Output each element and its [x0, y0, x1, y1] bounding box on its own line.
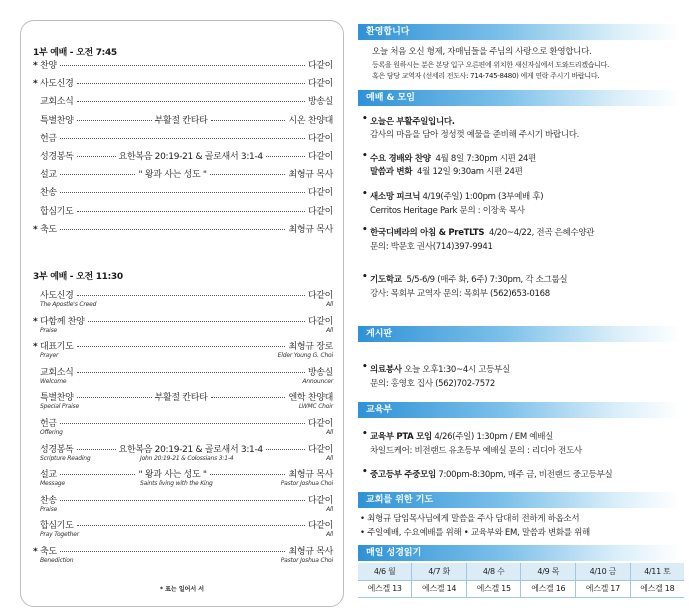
dot-leader: [266, 156, 305, 157]
education-item1: [370, 430, 553, 442]
bullet: •: [362, 467, 368, 477]
row-label: 찬송: [40, 188, 57, 199]
row-label: 헌금: [40, 133, 57, 144]
worship-order-row: [33, 185, 333, 199]
row-leader-name: 다같이: [307, 316, 333, 327]
row-label: 교회소식: [40, 367, 74, 378]
worship-order-row: [33, 149, 333, 163]
row-label: 찬양: [40, 61, 57, 71]
row-label: 대표기도: [40, 342, 74, 353]
bible-days-row: [358, 563, 684, 580]
worship-order-row: [33, 339, 333, 353]
dot-leader: [210, 474, 286, 475]
worship-order-row: [33, 113, 333, 127]
english-subtitle-row: [40, 403, 333, 411]
english-subtitle: Special Praise: [40, 403, 79, 411]
worship-order-row: [33, 94, 333, 108]
bible-day: 4/6 월: [358, 563, 412, 580]
row-leader-name: 엔학 찬양대: [288, 393, 334, 404]
row-leader-name: 다같이: [307, 419, 333, 429]
row-detail: 요한복음 20:19-21 & 골로새서 3:1-4: [118, 152, 263, 162]
english-subtitle-row: [40, 301, 333, 309]
standing-mark: *: [33, 316, 38, 327]
english-subtitle: The Apostle's Creed: [40, 301, 97, 308]
worship-order-row: [33, 314, 333, 328]
english-subtitle: All: [326, 531, 333, 539]
standing-mark: *: [33, 342, 38, 353]
standing-mark: *: [33, 224, 38, 235]
order-of-worship-panel: [20, 20, 344, 607]
worship-order-row: [33, 416, 333, 430]
worship-item3-detail: 4/19(주일) 1:00pm (3부예배 후): [422, 192, 544, 202]
row-label: 특별찬양: [40, 393, 74, 404]
board-item1: [370, 363, 510, 375]
prayer-header: 교회를 위한 기도: [358, 492, 680, 508]
education-item2: [370, 468, 612, 480]
worship-order-row: [33, 390, 333, 404]
worship-item1: [370, 115, 455, 127]
dot-leader: [77, 397, 152, 398]
row-label: 축도: [40, 547, 57, 557]
row-leader-name: 방송실: [307, 97, 333, 108]
welcome-header: 환영합니다: [358, 24, 680, 40]
bible-day: 4/8 수: [466, 563, 521, 580]
english-subtitle: John 20:19-21 & Colossians 3:1-4: [140, 454, 234, 462]
welcome-line1: 오늘 처음 오신 형제, 자매님들을 주님의 사랑으로 환영합니다.: [372, 47, 592, 57]
row-leader-name: 다같이: [307, 188, 333, 199]
worship-order-row: [33, 442, 333, 456]
row-detail: " 왕과 사는 성도 ": [138, 170, 207, 181]
bible-day: 4/9 목: [521, 563, 576, 580]
row-label: 설교: [40, 470, 57, 481]
bible-day: 4/10 금: [576, 563, 631, 580]
english-subtitle-row: [40, 557, 333, 565]
worship-item3-line2: Cerritos Heritage Park 문의 : 이장욱 목사: [370, 206, 525, 216]
education-header: 교육부: [358, 402, 680, 418]
dot-leader: [77, 83, 305, 84]
worship-item1-detail: 감사의 마음을 담아 정성껏 예물을 준비해 주시기 바랍니다.: [370, 130, 580, 140]
bible-refs-row: [358, 580, 684, 597]
english-subtitle: Praise: [40, 326, 58, 334]
row-leader-name: 다같이: [307, 521, 333, 532]
dot-leader: [77, 525, 305, 526]
english-subtitle-row: [40, 327, 333, 335]
worship-item2-line2: [370, 165, 523, 177]
row-leader-name: 최형규 목사: [288, 547, 333, 557]
standing-mark: *: [33, 547, 38, 557]
dot-leader: [60, 65, 305, 66]
worship-order-row: [33, 365, 333, 379]
worship-item3-title: 새소망 피크닉: [370, 192, 421, 202]
bible-ref: 에스겔 15: [466, 580, 521, 597]
row-leader-name: 최형규 목사: [288, 224, 333, 235]
dot-leader: [77, 211, 305, 212]
row-leader-name: 다같이: [307, 444, 334, 455]
board-item1-line2: 문의: 홍영호 집사 (562)702-7572: [370, 379, 496, 389]
row-label: 사도신경: [40, 79, 74, 90]
english-subtitle-row: [40, 455, 333, 463]
worship-item4-line2: 문의: 박문호 권사(714)397-9941: [370, 242, 493, 252]
row-label: 합심기도: [40, 521, 74, 532]
dot-leader: [211, 120, 286, 121]
english-subtitle: All: [326, 505, 333, 513]
worship-order-row: [33, 222, 333, 236]
worship-item2-detail: 4월 8일 7:30pm 시편 24편: [435, 154, 537, 164]
bullet: •: [362, 362, 368, 372]
english-subtitle: All: [326, 301, 333, 308]
dot-leader: [60, 500, 305, 501]
worship-item3: [370, 190, 543, 202]
english-subtitle: All: [326, 326, 333, 334]
row-label: 합심기도: [40, 206, 74, 217]
english-subtitle: Pray Together: [40, 531, 80, 539]
dot-leader: [88, 321, 305, 322]
row-label: 설교: [40, 170, 57, 181]
welcome-line2: 등록을 원하시는 분은 본당 입구 오른편에 위치한 새신자실에서 도와드리겠습니다.: [372, 61, 610, 69]
row-label: 사도신경: [40, 291, 74, 301]
bible-header: 매일 성경읽기: [358, 545, 680, 561]
bible-ref: 에스겔 14: [412, 580, 467, 597]
row-label: 성경봉독: [40, 444, 74, 455]
worship-order-row: [33, 544, 333, 558]
row-detail: 부활절 칸타타: [154, 393, 208, 404]
english-subtitle: Scripture Reading: [40, 454, 91, 462]
english-subtitle: Benediction: [40, 557, 74, 564]
board-header: 게시판: [358, 326, 680, 342]
bullet: •: [362, 429, 368, 439]
dot-leader: [77, 156, 116, 157]
worship-item5-title: 기도학교: [370, 275, 402, 285]
row-detail: 요한복음 20:19-21 & 골로새서 3:1-4: [118, 444, 263, 455]
worship-item4: [370, 226, 594, 238]
bible-ref: 에스겔 17: [576, 580, 631, 597]
bible-ref: 에스겔 13: [358, 580, 412, 597]
worship-item4-title: 한국디베라의 아침 & PreTLTS: [370, 228, 485, 238]
dot-leader: [60, 138, 305, 139]
worship-item5-detail: 5/5-6/9 (매주 화, 6주) 7:30pm, 각 소그룹실: [406, 275, 568, 285]
education-item1-detail: 4/26(주일) 1:30pm / EM 예배실: [434, 432, 554, 442]
service1-title: 1부 예배 - 오전 7:45: [33, 48, 117, 58]
dot-leader: [60, 423, 305, 424]
education-item2-detail: 7:00pm-8:30pm, 매주 금, 비전랜드 중고등부실: [438, 470, 613, 480]
english-subtitle: LWMC Choir: [298, 403, 333, 411]
dot-leader: [77, 101, 305, 102]
row-leader-name: 시온 찬양대: [288, 115, 334, 126]
row-label: 축도: [40, 224, 57, 235]
dot-leader: [210, 174, 286, 175]
dot-leader: [77, 449, 116, 450]
english-subtitle: Announcer: [302, 377, 333, 385]
welcome-line3: 혹은 담당 교역자 (선세리 전도사: 714-745-8480) 에게 연락 주시기 바랍니다.: [372, 72, 600, 80]
worship-order-row: [33, 204, 333, 218]
worship-item1-title: 오늘은 부활주일입니다.: [370, 117, 455, 127]
bible-reading-table: [358, 563, 684, 598]
standing-mark: *: [33, 61, 38, 71]
worship-order-row: [33, 76, 333, 90]
bullet: •: [362, 225, 368, 235]
row-leader-name: 다같이: [307, 133, 333, 144]
education-item2-title: 중고등부 주중모임: [370, 470, 436, 480]
row-leader-name: 최형규 장로: [288, 342, 333, 353]
service3-title: 3부 예배 - 오전 11:30: [33, 272, 123, 282]
dot-leader: [211, 397, 286, 398]
row-label: 헌금: [40, 419, 57, 429]
board-item1-title: 의료봉사: [370, 365, 402, 375]
english-subtitle: Pastor Joshua Choi: [280, 480, 333, 488]
worship-item2-title: 수요 경배와 찬양: [370, 154, 431, 164]
row-leader-name: 다같이: [307, 206, 333, 217]
bible-day: 4/11 토: [630, 563, 684, 580]
footnote: * 표는 일어서 서: [159, 586, 205, 593]
prayer-line2: • 주일예배, 수요예배를 위해 • 교육부와 EM, 말씀과 변화를 위해: [360, 528, 590, 538]
worship-item2b-title: 말씀과 변화: [370, 167, 413, 177]
worship-order-row: [33, 288, 333, 302]
english-subtitle-row: [40, 480, 333, 488]
prayer-line1: • 최형규 담임목사님에게 말씀을 주사 담대히 전하게 하옵소서: [360, 514, 580, 524]
row-leader-name: 방송실: [307, 367, 333, 378]
english-subtitle-row: [40, 531, 333, 539]
dot-leader: [77, 295, 305, 296]
dot-leader: [266, 449, 305, 450]
worship-order-row: [33, 131, 333, 145]
english-subtitle: Elder Young G. Choi: [277, 352, 333, 360]
row-label: 교회소식: [40, 97, 74, 108]
english-subtitle-row: [40, 506, 333, 514]
bullet: •: [362, 151, 368, 161]
english-subtitle: Welcome: [40, 377, 67, 385]
row-leader-name: 최형규 목사: [288, 170, 333, 181]
english-subtitle: Saints living with the King: [140, 480, 213, 488]
row-leader-name: 다같이: [307, 291, 333, 301]
row-detail: 부활절 칸타타: [154, 115, 208, 126]
english-subtitle: Prayer: [40, 352, 59, 360]
dot-leader: [77, 372, 305, 373]
worship-order-row: [33, 167, 333, 181]
worship-order-row: [33, 493, 333, 507]
dot-leader: [60, 229, 286, 230]
row-detail: " 왕과 사는 성도 ": [138, 470, 207, 481]
english-subtitle-row: [40, 352, 333, 360]
board-item1-detail: 오늘 오후1:30~4시 고등부실: [404, 365, 510, 375]
row-leader-name: 다같이: [307, 61, 333, 71]
worship-item5: [370, 273, 567, 285]
bible-ref: 에스겔 16: [521, 580, 576, 597]
education-item1-title: 교육부 PTA 모임: [370, 432, 432, 442]
row-label: 다함께 찬양: [40, 316, 85, 327]
english-subtitle: Praise: [40, 505, 58, 513]
english-subtitle-row: [40, 378, 333, 386]
dot-leader: [60, 192, 305, 193]
worship-order-row: [33, 467, 333, 481]
english-subtitle: All: [326, 429, 333, 436]
row-label: 성경봉독: [40, 152, 74, 162]
bible-ref: 에스겔 18: [630, 580, 684, 597]
row-label: 특별찬양: [40, 115, 74, 126]
worship-header: 예배 & 모임: [358, 90, 680, 106]
row-leader-name: 다같이: [307, 79, 333, 90]
row-leader-name: 다같이: [307, 152, 334, 162]
worship-order-row: [33, 58, 333, 72]
row-leader-name: 다같이: [307, 495, 333, 506]
education-item1-line2: 차일드케어: 비전랜드 유초등부 예배실 문의 : 리디아 전도사: [370, 446, 582, 456]
dot-leader: [60, 551, 286, 552]
dot-leader: [77, 346, 286, 347]
dot-leader: [77, 120, 152, 121]
worship-item4-detail: 4/20~4/22, 전곡 은혜수양관: [489, 228, 595, 238]
bullet: •: [362, 189, 368, 199]
english-subtitle: Pastor Joshua Choi: [280, 557, 333, 564]
bullet: •: [362, 114, 368, 124]
row-leader-name: 최형규 목사: [288, 470, 333, 481]
dot-leader: [60, 474, 136, 475]
english-subtitle: Message: [40, 480, 65, 488]
worship-item2: [370, 152, 536, 164]
english-subtitle: Offering: [40, 429, 63, 436]
bullet: •: [362, 272, 368, 282]
worship-item5-line2: 강사: 목회부 교역자 문의: 목회부 (562)653-0168: [370, 289, 550, 299]
english-subtitle: All: [326, 454, 333, 462]
bible-day: 4/7 화: [412, 563, 467, 580]
worship-item2b-detail: 4월 12일 9:30am 시편 24편: [417, 167, 523, 177]
worship-order-row: [33, 518, 333, 532]
english-subtitle-row: [40, 429, 333, 437]
row-label: 찬송: [40, 495, 57, 506]
standing-mark: *: [33, 79, 38, 90]
dot-leader: [60, 174, 136, 175]
